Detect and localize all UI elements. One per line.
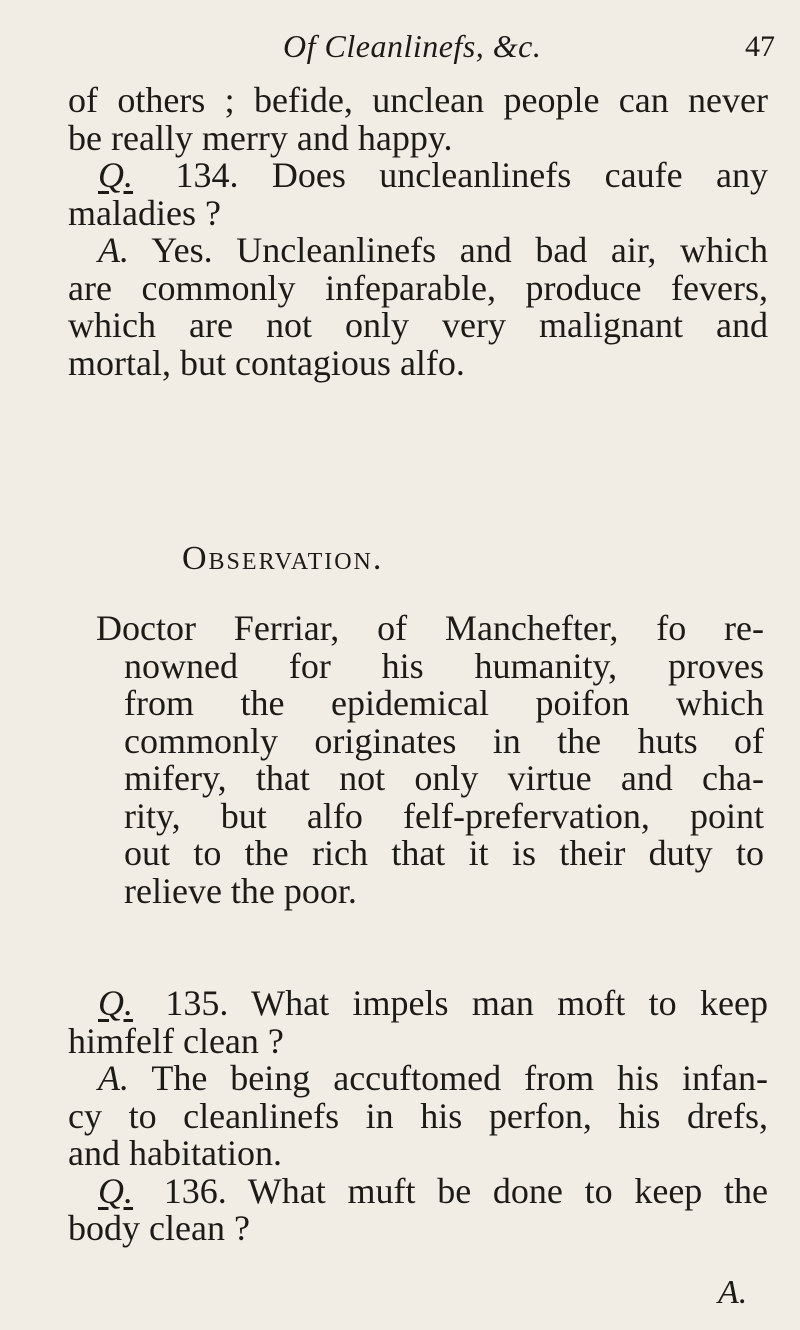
- question-mark-label: Q.: [98, 155, 133, 195]
- text-line: are commonly infeparable, produce fevers,: [68, 267, 768, 308]
- catchword: A.: [718, 1274, 748, 1311]
- text-line: cy to cleanlinefs in his perfon, his drefs,: [68, 1095, 768, 1136]
- text-line: from the epidemical poifon which: [124, 683, 764, 723]
- text-line: commonly originates in the huts of: [124, 720, 764, 761]
- text-line: maladies ?: [68, 192, 221, 233]
- observation-heading: Observation.: [182, 540, 384, 577]
- text-line: 135. What impels man moft to keep: [165, 983, 769, 1023]
- text-line: of others ; befide, unclean people can never: [68, 80, 768, 120]
- question-mark-label: Q.: [98, 983, 133, 1023]
- text-line: 136. What muft be done to keep the: [163, 1170, 769, 1211]
- question-136: [68, 1170, 769, 1211]
- text-line: body clean ?: [68, 1208, 250, 1248]
- text-line: out to the rich that it is their duty to: [124, 833, 764, 873]
- page-number: 47: [745, 30, 775, 63]
- answer-134: [68, 232, 768, 270]
- answer-mark-label: A.: [98, 230, 129, 270]
- answer-mark-label: A.: [98, 1058, 129, 1098]
- text-line: mifery, that not only virtue and cha-: [124, 758, 764, 798]
- text-line: 134. Does uncleanlinefs caufe any: [175, 155, 768, 195]
- text-line: mortal, but contagious alfo.: [68, 342, 465, 383]
- text-line: relieve the poor.: [124, 870, 357, 911]
- running-head: [0, 18, 800, 68]
- text-line: Yes. Uncleanlinefs and bad air, which: [151, 230, 768, 270]
- question-135: [68, 985, 768, 1023]
- text-line: Doctor Ferriar, of Manchefter, fo re-: [96, 608, 764, 648]
- text-block-top: [68, 82, 768, 382]
- question-mark-label: Q.: [98, 1170, 133, 1211]
- text-line: himfelf clean ?: [68, 1020, 284, 1061]
- question-134: [68, 157, 768, 195]
- text-line: rity, but alfo felf-prefervation, point: [124, 795, 764, 836]
- text-line: be really merry and happy.: [68, 117, 453, 158]
- text-line: The being accuftomed from his infan-: [151, 1058, 768, 1098]
- running-title: Of Cleanlinefs, &c.: [283, 28, 542, 64]
- text-line: and habitation.: [68, 1133, 282, 1173]
- text-block-bottom: [68, 985, 768, 1248]
- observation-paragraph: [96, 610, 764, 910]
- text-line: which are not only very malignant and: [68, 305, 768, 345]
- text-line: nowned for his humanity, proves: [124, 645, 764, 686]
- answer-135: [68, 1060, 768, 1098]
